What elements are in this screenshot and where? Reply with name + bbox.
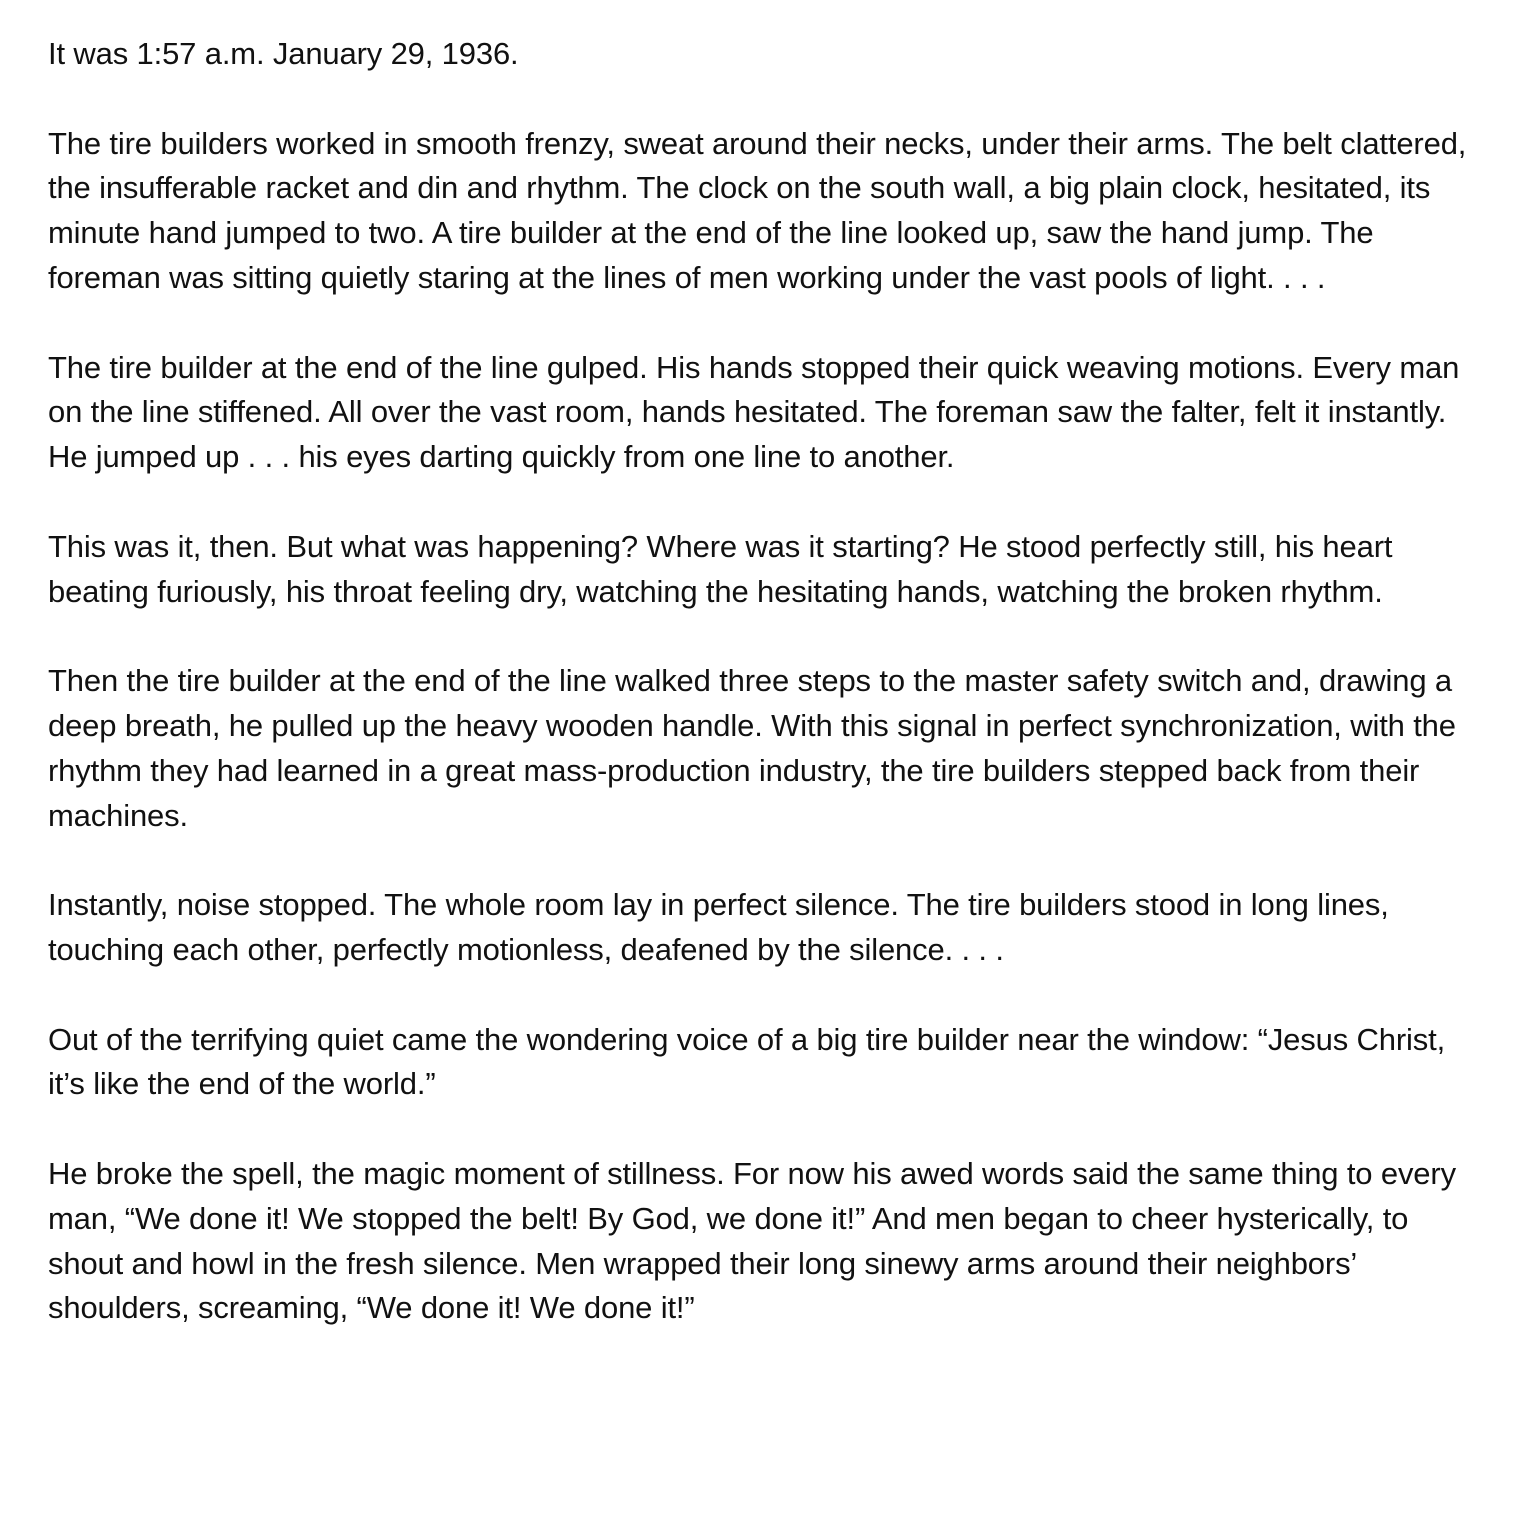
paragraph-voice-near-window: Out of the terrifying quiet came the wondering voice of a big tire builder near the window: “Jesus Christ, it’s like the end of the world.” [48,1021,1446,1102]
paragraph-date: It was 1:57 a.m. January 29, 1936. [48,36,519,71]
paragraph-we-done-it: He broke the spell, the magic moment of stillness. For now his awed words said the same thing to every man, “We done it! We stopped the belt! By God, we done it!” And men began to cheer hysterically, to shout and howl in the fresh silence. Men wrapped their long sinewy arms around their neighbors’ shoulders, screaming, “We done it! We done it!” [48,1155,1456,1326]
paragraph-safety-switch: Then the tire builder at the end of the line walked three steps to the master safety switch and, drawing a deep breath, he pulled up the heavy wooden handle. With this signal in perfect synchronization, with the rhythm they had learned in a great mass-production industry, the tire builders stepped back from their machines. [48,663,1456,833]
paragraph-silence: Instantly, noise stopped. The whole room lay in perfect silence. The tire builders stood in long lines, touching each other, perfectly motionless, deafened by the silence. . . . [48,887,1389,967]
document-body [48,32,1488,1331]
paragraph-tire-builders-frenzy: The tire builders worked in smooth frenzy, sweat around their necks, under their arms. The belt clattered, the insufferable racket and din and rhythm. The clock on the south wall, a big plain clock, hesitated, its minute hand jumped to two. A tire builder at the end of the line looked up, saw the hand jump. The foreman was sitting quietly staring at the lines of men working under the vast pools of light. . . . [48,125,1467,295]
paragraph-foreman-watching: This was it, then. But what was happening? Where was it starting? He stood perfectly still, his heart beating furiously, his throat feeling dry, watching the hesitating hands, watching the broken rhythm. [48,528,1393,609]
paragraph-line-stiffened: The tire builder at the end of the line gulped. His hands stopped their quick weaving motions. Every man on the line stiffened. All over the vast room, hands hesitated. The foreman saw the falter, felt it instantly. He jumped up . . . his eyes darting quickly from one line to another. [48,349,1460,475]
